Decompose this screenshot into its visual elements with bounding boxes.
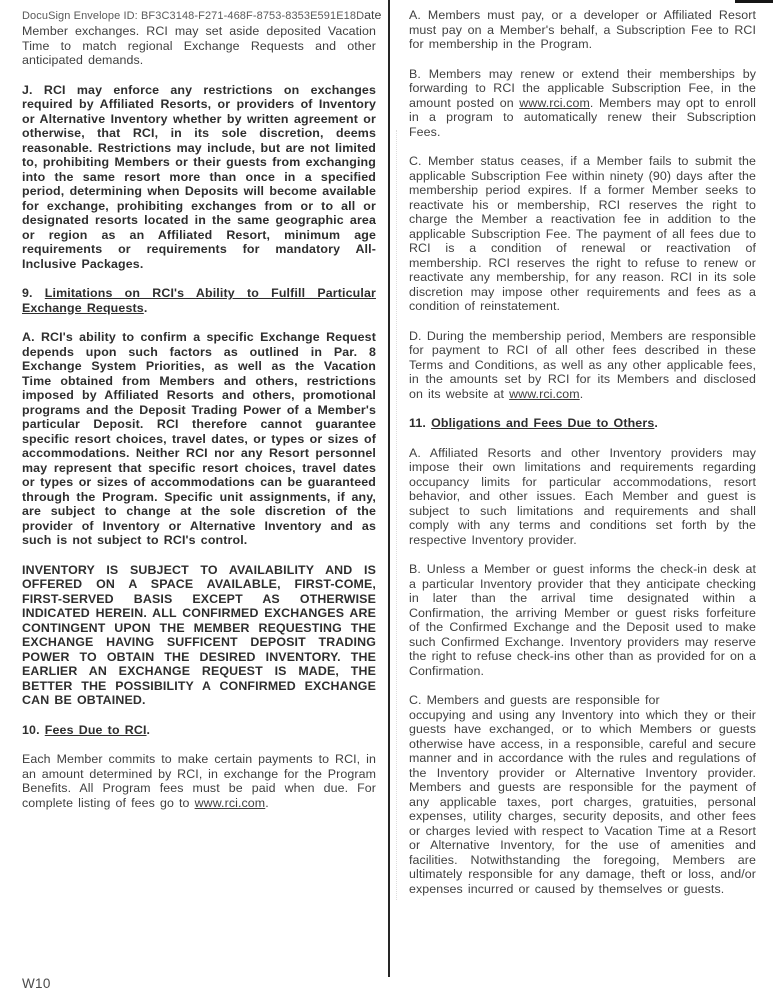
paragraph bbox=[22, 24, 376, 68]
url-text: www.rci.com bbox=[194, 795, 266, 810]
url-text: www.rci.com bbox=[519, 95, 590, 110]
paragraph bbox=[22, 563, 376, 708]
scan-artifact bbox=[396, 130, 397, 900]
text-run: INVENTORY IS SUBJECT TO AVAILABILITY AND IS OFFERED ON A SPACE AVAILABLE, FIRST-COME, FIRST-SERVED BASIS EXCEPT AS OTHERWISE INDICATED HEREIN. ALL CONFIRMED EXCHANGES ARE CONTINGENT UPON THE MEMBER REQUESTING THE EXCHANGE HAVING SUFFICENT DEPOSIT TRADING POWER TO OBTAIN THE DESIRED INVENTORY. THE EARLIER AN EXCHANGE REQUEST IS MADE, THE BETTER THE POSSIBILITY A CONFIRMED EXCHANGE CAN BE OBTAINED. bbox=[22, 562, 376, 707]
page-number-label: W10 bbox=[22, 976, 51, 991]
cutoff-text-fragment: ate bbox=[364, 8, 382, 22]
paragraph bbox=[409, 154, 756, 314]
paragraph bbox=[22, 752, 376, 810]
text-run: C. Member status ceases, if a Member fails to submit the applicable Subscription Fee within ninety (90) days after the membership period expires. If a former Member seeks to reactivate his or membership, RCI reserves the right to charge the Member a reactivation fee in addition to the applicable Subscription Fee. The payment of all fees due to RCI is a condition of renewal or reactivation of membership. RCI reserves the right to refuse to renew or reactivate any membership, for any reason. RCI in its sole discretion may impose other requirements and fees as a condition of reinstatement. bbox=[409, 154, 756, 313]
text-run: . bbox=[265, 795, 269, 810]
text-run: A. Affiliated Resorts and other Inventory providers may impose their own limitations and requirements regarding occupancy limits for particular accommodations, resort behavior, and other issues. Each Member and guest is subject to such limitations and requirements and shall comply with any terms and conditions set forth by the respective Inventory provider. bbox=[409, 445, 756, 547]
text-run: D. During the membership period, Members are responsible for payment to RCI of all other fees described in these Terms and Conditions, as well as any other applicable fees, in the amounts set by RCI for its Members and disclosed on its website at bbox=[409, 328, 756, 401]
left-column bbox=[22, 8, 382, 825]
text-run: A. RCI's ability to confirm a specific Exchange Request depends upon such factors as outlined in Par. 8 Exchange System Priorities, as well as the Vacation Time obtained from Members and others, restrictions imposed by Affiliated Resorts and others, promotional programs and the Deposit Trading Power of a Member's particular Deposit. RCI therefore cannot guarantee specific resort choices, travel dates, or types or sizes of accommodations. Neither RCI nor any Resort personnel may represent that specific resort choices, travel dates or types or sizes of accommodations can be guaranteed through the Program. Specific unit assignments, if any, are subject to change at the sole discretion of the provider of Inventory or Alternative Inventory and as such is not subject to RCI's control. bbox=[22, 330, 376, 547]
text-run: Each Member commits to make certain payments to RCI, in an amount determined by RCI, in exchange for the Program Benefits. All Program fees must be paid when due. For complete listing of fees go to bbox=[22, 752, 376, 810]
text-run: . bbox=[579, 386, 584, 401]
text-run: occupying and using any Inventory into which they or their guests have exchanged, or to which Members or guests otherwise have access, in a responsible, careful and secure manner and in accordance with the rules and regulations of the Inventory provider or Alternative Inventory provider. Members and guests are responsible for the payment of any applicable taxes, port charges, gratuities, personal expenses, utility charges, security deposits, and other fees or charges levied with respect to Vacation Time at a Resort or Alternative Inventory, for the use of amenities and facilities. Notwithstanding the foregoing, Members are ultimately responsible for any damage, theft or loss, and/or expenses incurred or caused by themselves or guests. bbox=[409, 707, 756, 896]
scan-cutoff-underline-artifact bbox=[735, 0, 773, 3]
text-run: . bbox=[654, 416, 658, 430]
paragraph bbox=[22, 83, 376, 272]
paragraph bbox=[409, 8, 756, 52]
text-run: 11. bbox=[409, 416, 432, 430]
url-text: www.rci.com bbox=[509, 386, 580, 401]
section-heading bbox=[22, 723, 376, 738]
text-run: B. Members may renew or extend their memberships by forwarding to RCI the applicable Subscription Fee, in the amount posted on bbox=[409, 66, 756, 110]
docusign-envelope-id: DocuSign Envelope ID: BF3C3148-F271-468F-8753-8353E591E18D bbox=[22, 10, 365, 22]
paragraph bbox=[409, 67, 756, 140]
text-run: Limitations on RCI's Ability to Fulfill Particular Exchange Requests bbox=[22, 286, 376, 315]
section-heading bbox=[409, 416, 756, 431]
text-run: Member exchanges. RCI may set aside deposited Vacation Time to match regional Exchange Requests and other anticipated demands. bbox=[22, 24, 376, 67]
text-run: Fees Due to RCI bbox=[44, 722, 147, 737]
paragraph bbox=[409, 562, 756, 678]
left-column-text bbox=[22, 24, 376, 810]
paragraph bbox=[409, 693, 756, 896]
text-run: 9. bbox=[22, 286, 45, 300]
docusign-header-row bbox=[22, 8, 382, 23]
text-run: . Members may opt to enroll in a program to automatically renew their Subscription Fees. bbox=[409, 95, 756, 139]
paragraph bbox=[22, 330, 376, 548]
column-divider-rule bbox=[388, 0, 390, 977]
text-run: J. RCI may enforce any restrictions on exchanges required by Affiliated Resorts, or providers of Inventory or Alternative Inventory whether by written agreement or otherwise, that RCI, in its sole discretion, deems reasonable. Restrictions may include, but are not limited to, prohibiting Members or their guests from exchanging into the same resort more than once in a specified period, determining when Deposits will become available for exchange, prohibiting exchanges from or to all or designated resorts located in the same geographic area or region as an Affiliated Resort, minimum age requirements or requirements for mandatory All-Inclusive Packages. bbox=[22, 82, 376, 271]
right-column bbox=[409, 8, 756, 911]
paragraph bbox=[409, 446, 756, 548]
text-run: Obligations and Fees Due to Others bbox=[431, 416, 655, 430]
paragraph bbox=[409, 329, 756, 402]
right-column-text bbox=[409, 8, 756, 896]
text-run: 10. bbox=[22, 722, 45, 737]
text-run: B. Unless a Member or guest informs the check-in desk at a particular Inventory provider that they anticipate checking in later than the arrival time designated within a Confirmation, the arriving Member or guest risks forfeiture of the Confirmed Exchange and the Deposit used to make such Confirmed Exchange. Inventory providers may reserve the right to refuse check-ins other than as provided for on a Confirmation. bbox=[409, 562, 757, 678]
section-heading bbox=[22, 286, 376, 315]
text-run: . bbox=[143, 300, 148, 315]
text-run: A. Members must pay, or a developer or Affiliated Resort must pay on a Member's behalf, a Subscription Fee to RCI for membership in the Program. bbox=[409, 8, 756, 51]
text-run: . bbox=[146, 722, 151, 737]
text-run: C. Members and guests are responsible for bbox=[409, 693, 660, 707]
